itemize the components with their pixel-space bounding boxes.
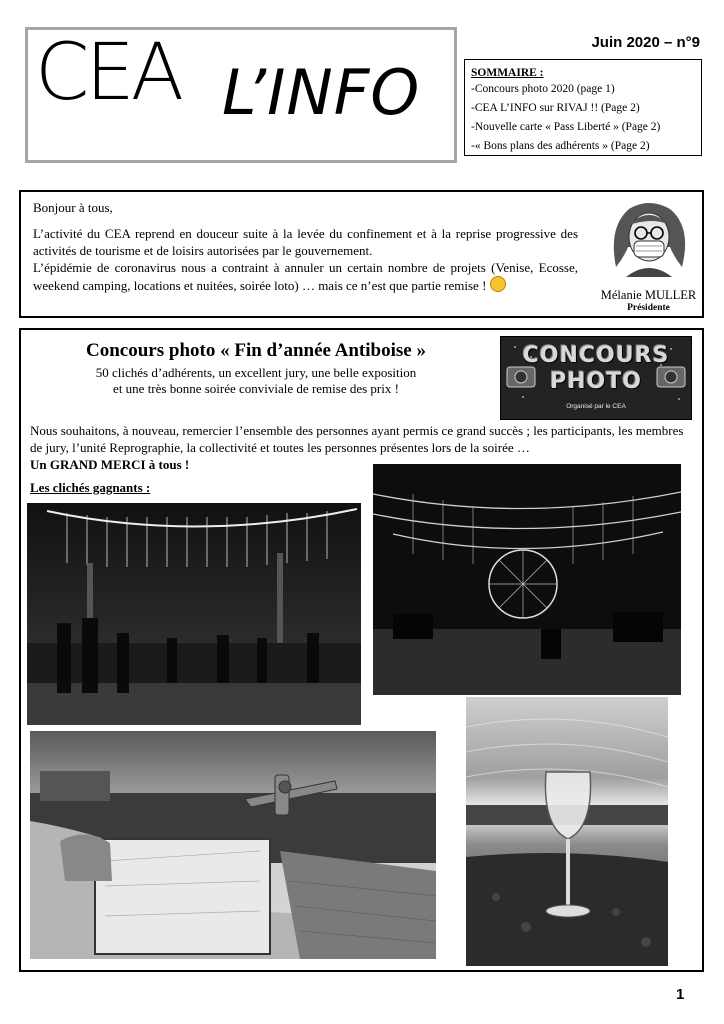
logo-info: L’INFO	[222, 56, 421, 129]
toc-item: -« Bons plans des adhérents » (Page 2)	[471, 140, 650, 152]
contest-subtitle-2: et une très bonne soirée conviviale de remise des prix !	[113, 381, 399, 396]
toc-item: -Concours photo 2020 (page 1)	[471, 83, 615, 95]
president-role: Présidente	[627, 303, 670, 313]
contest-badge	[500, 336, 692, 420]
page-number: 1	[676, 986, 685, 1003]
intro-paragraph-2	[33, 259, 578, 294]
president-name: Mélanie MULLER	[600, 288, 697, 302]
contest-box	[19, 328, 704, 972]
badge-line-3: Organisé par le CEA	[566, 403, 626, 410]
table-of-contents	[464, 59, 702, 156]
intro-box	[19, 190, 704, 318]
intro-paragraph: L’activité du CEA reprend en douceur suite à la levée du confinement et à la reprise progressive des activités de tourisme et de loisirs autorisées par le gouvernement.	[33, 226, 578, 258]
winning-photo-4	[466, 697, 668, 966]
winning-photo-1	[27, 503, 361, 725]
badge-line-1: CONCOURS	[522, 343, 670, 368]
intro-text	[33, 225, 578, 294]
president-avatar	[604, 197, 694, 277]
thanks-bold: Un GRAND MERCI à tous !	[30, 457, 190, 472]
contest-subtitle: 50 clichés d’adhérents, un excellent jury, une belle exposition	[95, 365, 417, 380]
contest-title: Concours photo « Fin d’année Antiboise »	[86, 340, 426, 361]
thanks-paragraph: Nous souhaitons, à nouveau, remercier l’ensemble des personnes ayant permis ce grand succès ; les participants, les membres de jury, l’unité Reprographie, la collectivité et toutes les personnes présentes lors de la soirée …	[30, 423, 684, 455]
greeting: Bonjour à tous,	[33, 200, 113, 215]
winners-heading: Les clichés gagnants :	[30, 480, 151, 495]
toc-item: -Nouvelle carte « Pass Liberté » (Page 2)	[471, 121, 661, 133]
issue-number: Juin 2020 – n°9	[591, 34, 700, 51]
winning-photo-2	[373, 464, 681, 695]
smiley-icon	[490, 276, 506, 292]
badge-line-2: PHOTO	[550, 369, 642, 394]
toc-item: -CEA L’INFO sur RIVAJ !! (Page 2)	[471, 102, 640, 114]
toc-title: SOMMAIRE :	[471, 67, 544, 79]
winning-photo-3	[30, 731, 436, 959]
intro-paragraph-text: L’épidémie de coronavirus nous a contraint à annuler un certain nombre de projets (Venise, Ecosse, weekend camping, locations et nuitées, soirée loto) … mais ce n’est que partie remise !	[33, 260, 578, 293]
logo-cea: CEA	[35, 28, 181, 118]
